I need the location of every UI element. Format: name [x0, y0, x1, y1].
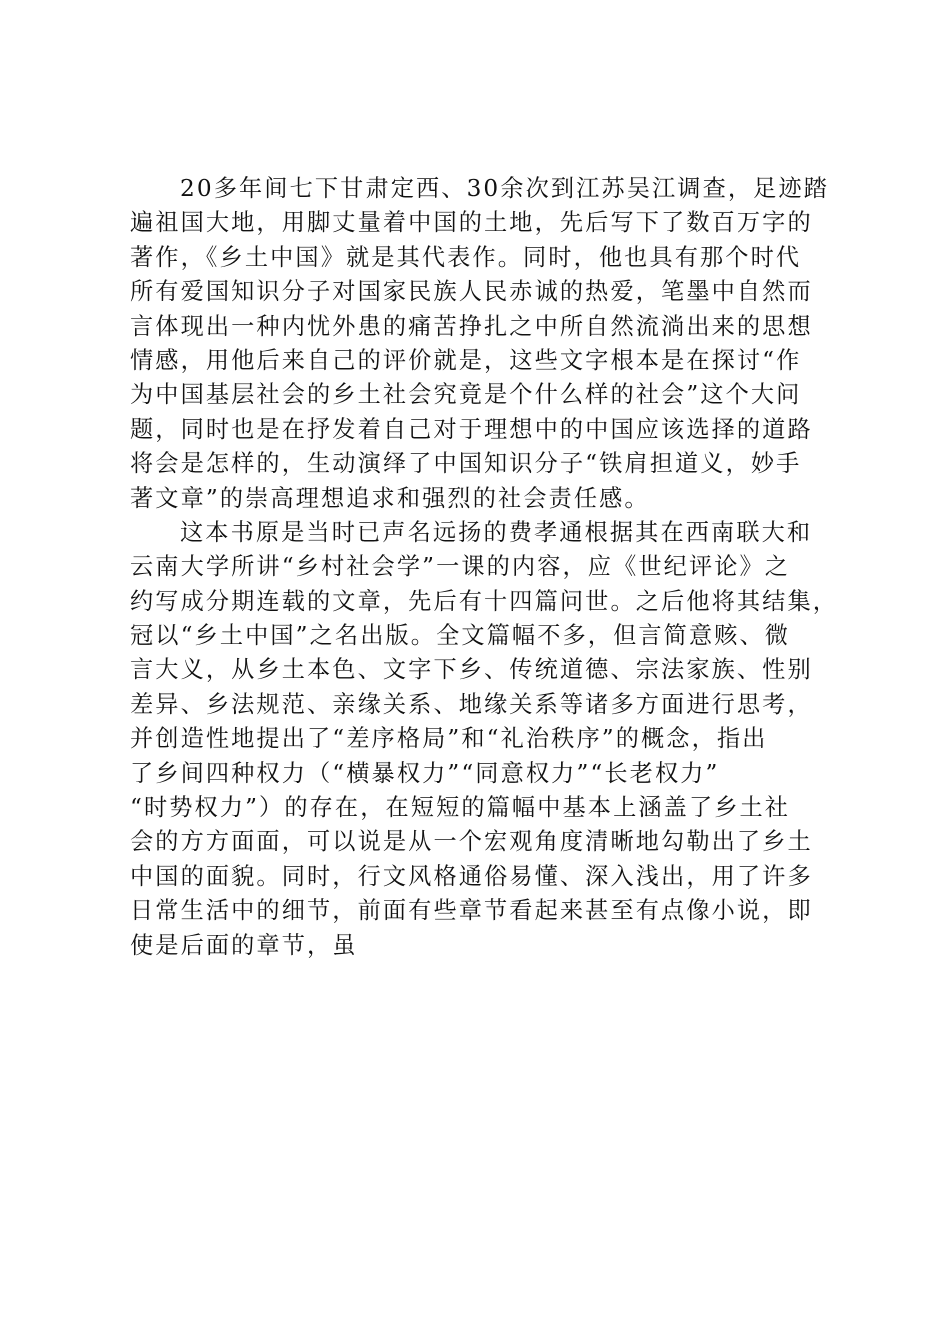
text-line: 这本书原是当时已声名远扬的费孝通根据其在西南联大和: [180, 518, 813, 546]
text-line: 20多年间七下甘肃定西、30余次到江苏吴江调查，足迹踏: [180, 175, 830, 202]
text-line: 题，同时也是在抒发着自己对于理想中的中国应该选择的道路: [130, 415, 813, 443]
text-line: 会的方方面面，可以说是从一个宏观角度清晰地勾勒出了乡土: [130, 828, 813, 856]
text-line: 冠以“乡土中国”之名出版。全文篇幅不多，但言简意赅、微: [130, 622, 791, 650]
text-line: “时势权力”）的存在，在短短的篇幅中基本上涵盖了乡土社: [130, 794, 791, 822]
paragraph-2: [130, 516, 839, 963]
text-line: 将会是怎样的，生动演绎了中国知识分子“铁肩担道义，妙手: [130, 450, 802, 478]
body-text: [130, 172, 839, 963]
text-line: 日常生活中的细节，前面有些章节看起来甚至有点像小说，即: [130, 897, 813, 925]
text-line: 为中国基层社会的乡土社会究竟是个什么样的社会”这个大问: [130, 381, 802, 409]
text-line: 情感，用他后来自己的评价就是，这些文字根本是在探讨“作: [130, 346, 802, 374]
paragraph-1: [130, 172, 830, 516]
text-line: 著作，《乡土中国》就是其代表作。同时，他也具有那个时代: [130, 243, 802, 271]
text-line: 中国的面貌。同时，行文风格通俗易懂、深入浅出，用了许多: [130, 862, 813, 890]
text-line: 言大义，从乡土本色、文字下乡、传统道德、宗法家族、性别: [130, 656, 813, 684]
text-line: 遍祖国大地，用脚丈量着中国的土地，先后写下了数百万字的: [130, 209, 813, 237]
text-line: 云南大学所讲“乡村社会学”一课的内容，应《世纪评论》之: [130, 553, 791, 581]
text-line: 差异、乡法规范、亲缘关系、地缘关系等诸多方面进行思考，: [130, 690, 813, 718]
text-line: 了乡间四种权力（“横暴权力”“同意权力”“长老权力”: [130, 759, 720, 787]
text-line: 所有爱国知识分子对国家民族人民赤诚的热爱，笔墨中自然而: [130, 278, 813, 306]
text-line: 并创造性地提出了“差序格局”和“礼治秩序”的概念，指出: [130, 725, 768, 753]
text-line: 使是后面的章节，虽: [130, 931, 358, 959]
text-line: 著文章”的崇高理想追求和强烈的社会责任感。: [130, 484, 650, 512]
text-line: 言体现出一种内忧外患的痛苦挣扎之中所自然流淌出来的思想: [130, 312, 813, 340]
text-line: 约写成分期连载的文章，先后有十四篇问世。之后他将其结集，: [130, 587, 839, 615]
